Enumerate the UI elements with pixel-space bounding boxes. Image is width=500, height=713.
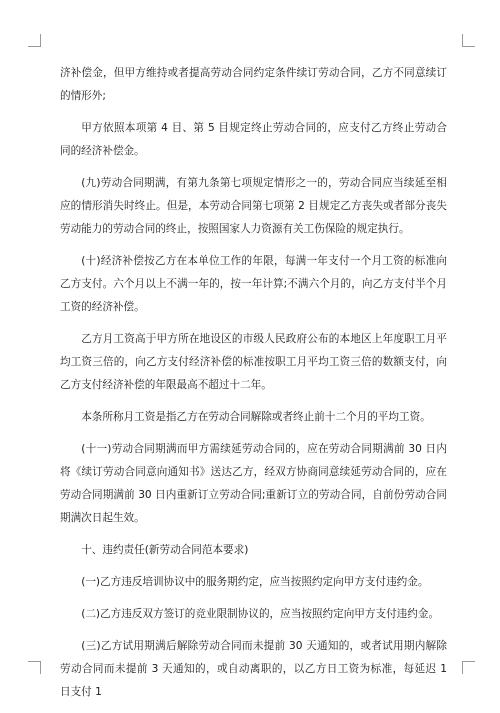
paragraph-termination-compensation: 甲方依照本项第 4 目、第 5 目规定终止劳动合同的，应支付乙方终止劳动合同的经济补偿金。 [60, 122, 447, 157]
paragraph-monthly-wage-definition: 本条所称月工资是指乙方在劳动合同解除或者终止前十二个月的平均工资。 [81, 411, 431, 423]
crop-mark-bottom-right [462, 661, 475, 674]
crop-mark-bottom-left [28, 661, 41, 674]
document-body [60, 62, 447, 713]
crop-mark-top-left [28, 34, 41, 47]
crop-mark-top-right [462, 34, 475, 47]
paragraph-breach-3: (三)乙方试用期满后解除劳动合同而未提前 30 天通知的，或者试用期内解除劳动合同而未提前 3 天通知的，或自动离职的，以乙方日工资为标准，每延迟 1 日支付 1 [60, 640, 447, 698]
paragraph-clause-11: (十一)劳动合同期满而甲方需续延劳动合同的，应在劳动合同期满前 30 日内将《续订劳动合同意向通知书》送达乙方，经双方协商同意续延劳动合同的，应在劳动合同期满前 30 日内重新订立劳动合同;重新订立的劳动合同，自前份劳动合同期满次日起生效。 [60, 443, 447, 524]
paragraph-breach-2: (二)乙方违反双方签订的竞业限制协议的，应当按照约定向甲方支付违约金。 [81, 608, 440, 620]
paragraph-continuation: 济补偿金，但甲方维持或者提高劳动合同约定条件续订劳动合同，乙方不同意续订的情形外; [60, 67, 447, 102]
paragraph-clause-10: (十)经济补偿按乙方在本单位工作的年限，每满一年支付一个月工资的标准向乙方支付。六个月以上不满一年的，按一年计算;不满六个月的，向乙方支付半个月工资的经济补偿。 [60, 255, 447, 313]
paragraph-clause-9: (九)劳动合同期满，有第九条第七项规定情形之一的，劳动合同应当续延至相应的情形消失时终止。但是，本劳动合同第七项第 2 目规定乙方丧失或者部分丧失劳动能力的劳动合同的终止，按照国家人力资源有关工伤保险的规定执行。 [60, 177, 447, 235]
paragraph-breach-1: (一)乙方违反培训协议中的服务期约定，应当按照约定向甲方支付违约金。 [81, 576, 429, 588]
section-heading-breach-liability: 十、违约责任(新劳动合同范本要求) [81, 544, 249, 556]
paragraph-high-salary-cap: 乙方月工资高于甲方所在地设区的市级人民政府公布的本地区上年度职工月平均工资三倍的，向乙方支付经济补偿的标准按职工月平均工资三倍的数额支付，向乙方支付经济补偿的年限最高不超过十二年。 [60, 333, 447, 391]
